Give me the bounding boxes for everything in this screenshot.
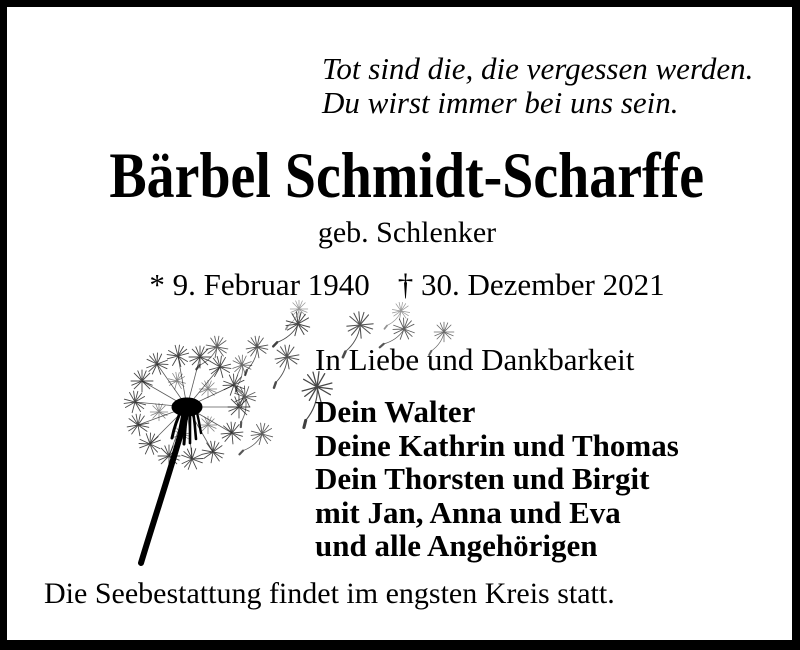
deceased-name-row [7,140,800,212]
funeral-notice: Die Seebestattung findet im engsten Kreis statt. [44,577,615,610]
mourner-line: Dein Thorsten und Birgit [315,461,650,496]
mourner-line: mit Jan, Anna und Eva [315,494,621,530]
closing-line: In Liebe und Dankbarkeit [315,342,635,377]
maiden-name: geb. Schlenker [317,216,497,249]
deceased-name: Bärbel Schmidt-Scharffe [109,140,705,212]
birth-date: * 9. Februar 1940 [149,267,370,302]
mourners-list [315,395,679,563]
mourner-line: Deine Kathrin und Thomas [315,427,679,463]
mourner-line: und alle Angehörigen [315,528,598,563]
epigraph-line-1: Tot sind die, die vergessen werden. [322,51,754,86]
death-date: † 30. Dezember 2021 [397,267,665,302]
epigraph-line-2: Du wirst immer bei uns sein. [322,85,679,120]
epigraph [322,52,753,120]
mourner-line: Dein Walter [315,394,476,429]
